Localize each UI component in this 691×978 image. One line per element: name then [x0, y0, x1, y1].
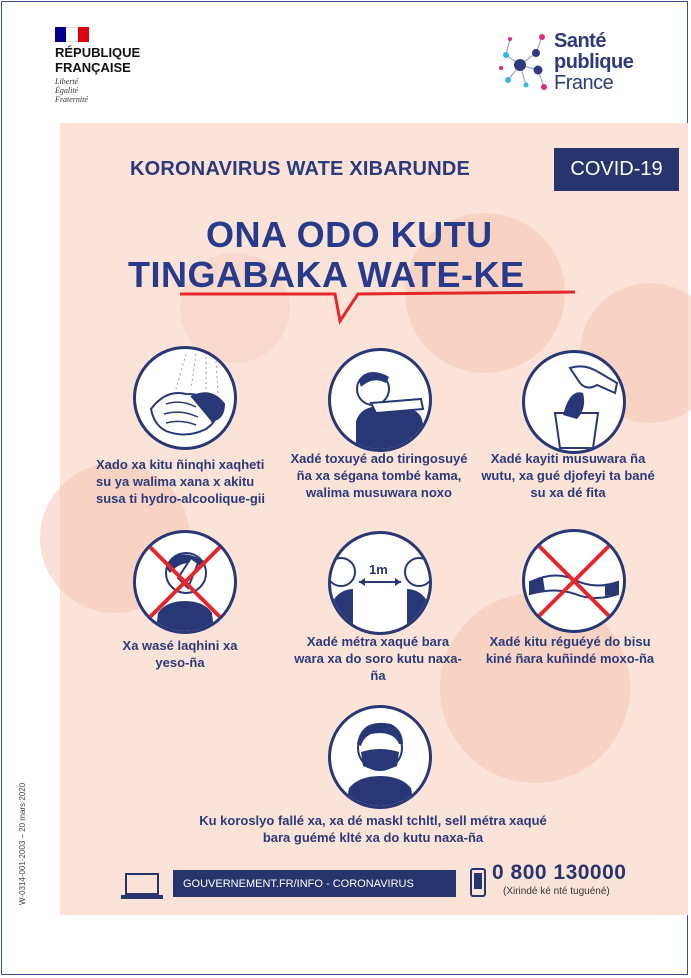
headline-line2: TINGABAKA WATE-KE	[128, 254, 525, 295]
gesture-caption-no-handshake: Xadé kitu réguéyé do bisu kiné ñara kuñindé moxo-ña	[485, 634, 655, 666]
document-reference: W-0314-001-2003 – 20 mars 2020	[18, 782, 27, 905]
laptop-icon	[120, 872, 164, 902]
gesture-caption-cough-elbow: Xadé toxuyé ado tiringosuyé ña xa ségana tombé kama, walima musuwara noxo	[290, 451, 468, 500]
gesture-caption-hand-washing: Xado xa kitu ñinqhi xaqheti su ya walima xana x akitu susa ti hydro-alcoolique-gii	[96, 457, 266, 506]
motto-liberte: Liberté	[55, 77, 79, 86]
french-flag-icon	[55, 27, 89, 42]
hotline-number[interactable]: 0 800 130000	[492, 861, 627, 884]
agency-line1: Santé	[554, 30, 606, 52]
phone-icon	[469, 868, 487, 898]
motto	[55, 77, 175, 104]
covid-badge: COVID-19	[554, 148, 679, 191]
distance-1m-icon	[328, 531, 432, 635]
headline	[128, 215, 524, 295]
republique-francaise-logo	[55, 27, 175, 104]
svg-text:1m: 1m	[369, 562, 388, 577]
no-face-touch-icon	[133, 530, 237, 634]
gesture-caption-face-mask: Ku koroslyo fallé xa, xa dé maskl tchltl, sell métra xaqué bara guémé klté xa do kutu naxa-ña	[199, 813, 547, 845]
republique-francaise-name: RÉPUBLIQUE FRANÇAISE	[55, 45, 141, 75]
agency-name	[554, 31, 633, 94]
gesture-caption-tissue: Xadé kayiti musuwara ña wutu, xa gué djofeyi ta bané su xa dé fita	[481, 451, 655, 500]
motto-egalite: Égalité	[55, 86, 79, 95]
network-dots-icon	[498, 25, 558, 105]
gesture-caption-distance: Xadé métra xaqué bara wara xa do soro kutu naxa-ña	[294, 634, 462, 683]
agency-line2: publique	[554, 51, 634, 73]
headline-line1: ONA ODO KUTU	[206, 214, 493, 255]
speech-bubble-underline-icon	[180, 285, 580, 325]
sante-publique-france-logo	[498, 25, 658, 105]
no-handshake-icon	[522, 529, 626, 633]
agency-line3: France	[554, 72, 614, 94]
motto-fraternite: Fraternité	[55, 95, 88, 104]
face-mask-icon	[328, 705, 432, 809]
tissue-icon	[522, 350, 626, 454]
gesture-caption-no-face-touch: Xa wasé laqhini xa yeso-ña	[122, 638, 238, 670]
topic-title: KORONAVIRUS WATE XIBARUNDE	[130, 158, 471, 180]
hand-washing-icon	[133, 346, 237, 450]
hotline-note: (Xirindé ké nté tuguéné)	[503, 886, 610, 897]
government-website-link[interactable]: GOUVERNEMENT.FR/INFO - CORONAVIRUS	[173, 870, 456, 897]
cough-in-elbow-icon	[328, 348, 432, 452]
